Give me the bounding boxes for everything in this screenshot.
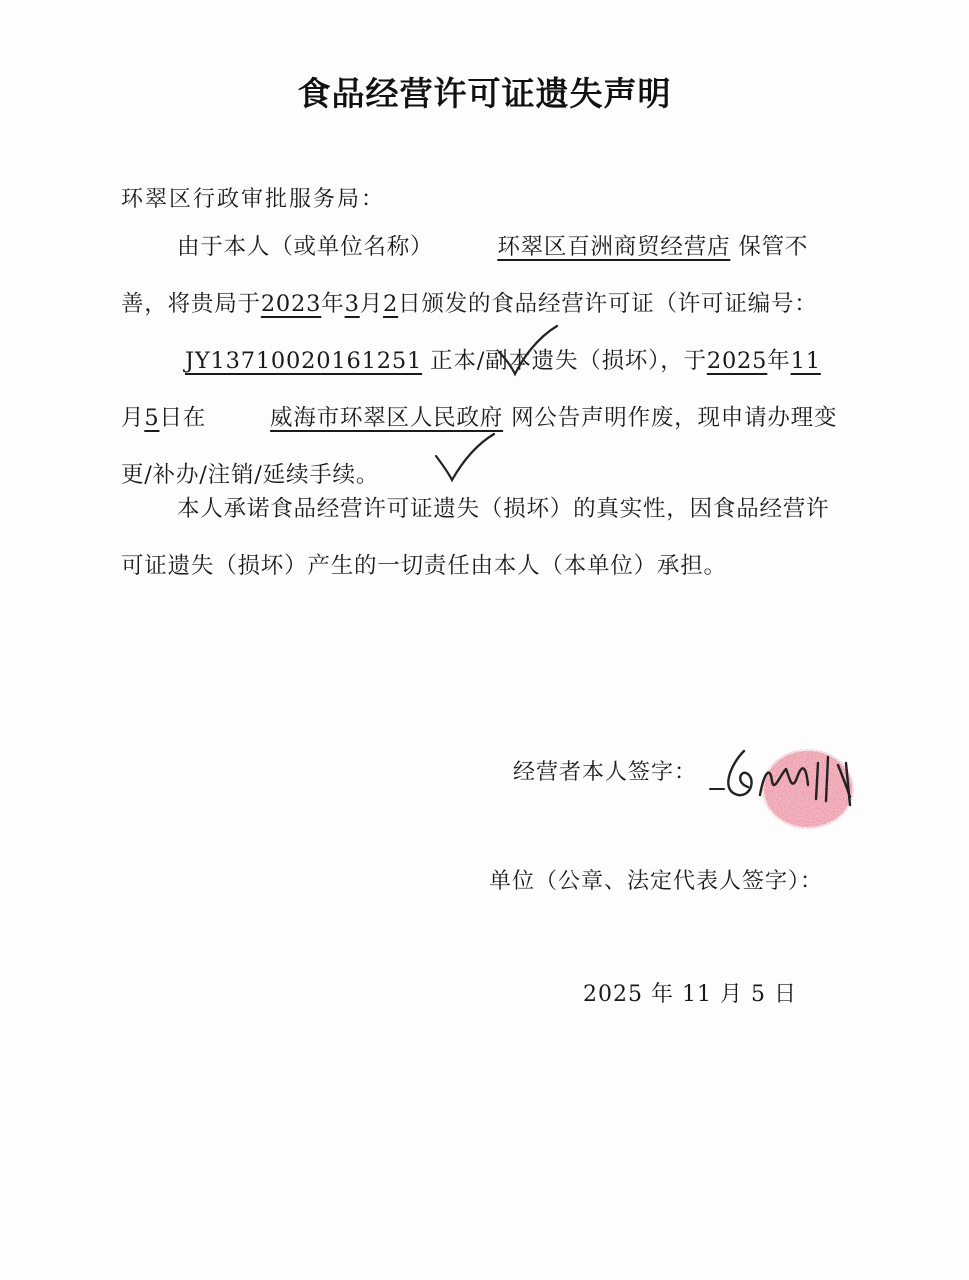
text-segment: 保管不善，将贵局于 (121, 234, 809, 317)
addressee: 环翠区行政审批服务局： (121, 187, 386, 212)
notice-year-field: 2025 (706, 348, 768, 374)
notice-day-field: 5 (144, 405, 160, 431)
issue-day-field: 2 (383, 291, 399, 317)
text-segment: 正本/副本遗失（损坏），于 (430, 348, 707, 374)
unit-name-field: 环翠区百洲商贸经营店 (497, 234, 731, 260)
text-segment: 由于本人（或单位名称） (177, 234, 434, 260)
operator-signature-label: 经营者本人签字： (513, 760, 698, 785)
checkmark-icon (428, 430, 498, 490)
issue-year-field: 2023 (260, 291, 322, 317)
text-segment: 年 (767, 348, 791, 374)
text-segment: 日在 (159, 405, 207, 431)
paragraph-commitment: 本人承诺食品经营许可证遗失（损坏）的真实性，因食品经营许可证遗失（损坏）产生的一切责任由本人（本单位）承担。 (121, 496, 830, 579)
handwritten-signature-with-fingerprint (700, 735, 870, 835)
unit-seal-label: 单位（公章、法定代表人签字）： (489, 869, 824, 894)
document-date: 2025 年 11 月 5 日 (583, 982, 797, 1007)
issue-month-field: 3 (344, 291, 360, 317)
text-segment: 月 (121, 405, 145, 431)
text-segment: 网公告声明作废，现申请办理变更/补办/注销/延续手续。 (121, 405, 838, 488)
license-number-field: JY13710020161251 (185, 348, 423, 374)
checkmark-icon (493, 322, 563, 382)
text-segment: 年 (321, 291, 345, 317)
text-segment: 日颁发的食品经营许可证（许可证编号： (398, 291, 818, 317)
notice-month-field: 11 (790, 348, 821, 374)
text-segment: 月 (359, 291, 384, 317)
notice-place-field: 威海市环翠区人民政府 (270, 405, 504, 431)
page-title: 食品经营许可证遗失声明 (297, 74, 672, 113)
